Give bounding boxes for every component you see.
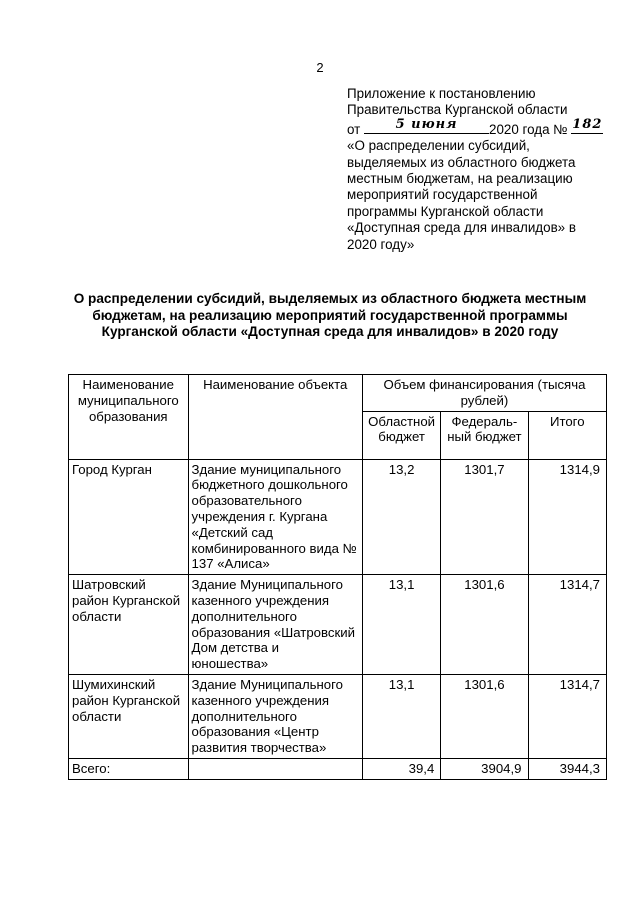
page-number: 2 <box>316 60 324 75</box>
cell-federal: 1301,6 <box>441 674 528 758</box>
cell-total: 1314,7 <box>528 674 607 758</box>
cell-municipality: Шатровский район Курганской области <box>69 575 189 675</box>
title-line: бюджетам, на реализацию мероприятий государственной программы <box>92 307 568 323</box>
date-prefix: от <box>347 121 361 137</box>
handwritten-date: 5 июня <box>395 116 458 132</box>
date-blank <box>364 116 489 134</box>
appendix-header <box>347 86 617 253</box>
cell-object: Здание Муниципального казенного учреждения дополнительного образования «Центр развития творчества» <box>188 674 362 758</box>
title-line: Курганской области «Доступная среда для инвалидов» в 2020 году <box>101 324 559 339</box>
appendix-subject-line: программы Курганской области <box>347 203 544 219</box>
cell-total: 1314,7 <box>528 575 607 675</box>
appendix-line-1: Приложение к постановлению <box>347 86 536 101</box>
appendix-subject-line: выделяемых из областного бюджета <box>347 154 576 170</box>
table-row <box>69 674 607 758</box>
appendix-subject-line: 2020 году» <box>347 236 415 252</box>
title-line: О распределении субсидий, выделяемых из областного бюджета местным <box>73 291 587 306</box>
handwritten-number: 182 <box>572 116 603 132</box>
cell-federal: 1301,6 <box>441 575 528 675</box>
total-federal: 3904,9 <box>441 758 528 779</box>
cell-regional: 13,2 <box>362 459 440 575</box>
table-total-row <box>69 758 607 779</box>
table-row <box>69 575 607 675</box>
cell-object: Здание муниципального бюджетного дошкольного образовательного учреждения г. Кургана «Детский сад комбинированного вида № 137 «Алиса» <box>188 459 362 575</box>
appendix-line-2: Правительства Курганской области <box>347 102 568 118</box>
header-object: Наименование объекта <box>188 375 362 460</box>
document-title <box>60 291 600 341</box>
appendix-date-line <box>347 116 617 138</box>
cell-federal: 1301,7 <box>441 459 528 575</box>
cell-municipality: Город Курган <box>69 459 189 575</box>
header-regional-budget: Областной бюджет <box>362 411 440 459</box>
cell-municipality: Шумихинский район Курганской области <box>69 674 189 758</box>
cell-object: Здание Муниципального казенного учреждения дополнительного образования «Шатровский Дом детства и юношества» <box>188 575 362 675</box>
total-object-empty <box>188 758 362 779</box>
table-header-row <box>69 375 607 412</box>
appendix-subject-line: местным бюджетам, на реализацию <box>347 171 573 187</box>
appendix-subject-line: «Доступная среда для инвалидов» в <box>347 220 576 236</box>
header-federal-budget: Федераль-ный бюджет <box>441 411 528 459</box>
cell-regional: 13,1 <box>362 575 440 675</box>
total-label: Всего: <box>69 758 189 779</box>
number-blank <box>571 116 603 134</box>
total-total: 3944,3 <box>528 758 607 779</box>
table-row <box>69 459 607 575</box>
header-total: Итого <box>528 411 607 459</box>
cell-regional: 13,1 <box>362 674 440 758</box>
date-suffix: 2020 года № <box>489 121 568 137</box>
cell-total: 1314,9 <box>528 459 607 575</box>
subsidy-table <box>68 374 607 780</box>
header-financing: Объем финансирования (тысяча рублей) <box>362 375 606 412</box>
header-municipality: Наименование муниципального образования <box>69 375 189 460</box>
total-regional: 39,4 <box>362 758 440 779</box>
appendix-subject-line: «О распределении субсидий, <box>347 138 530 154</box>
appendix-subject-line: мероприятий государственной <box>347 187 538 203</box>
